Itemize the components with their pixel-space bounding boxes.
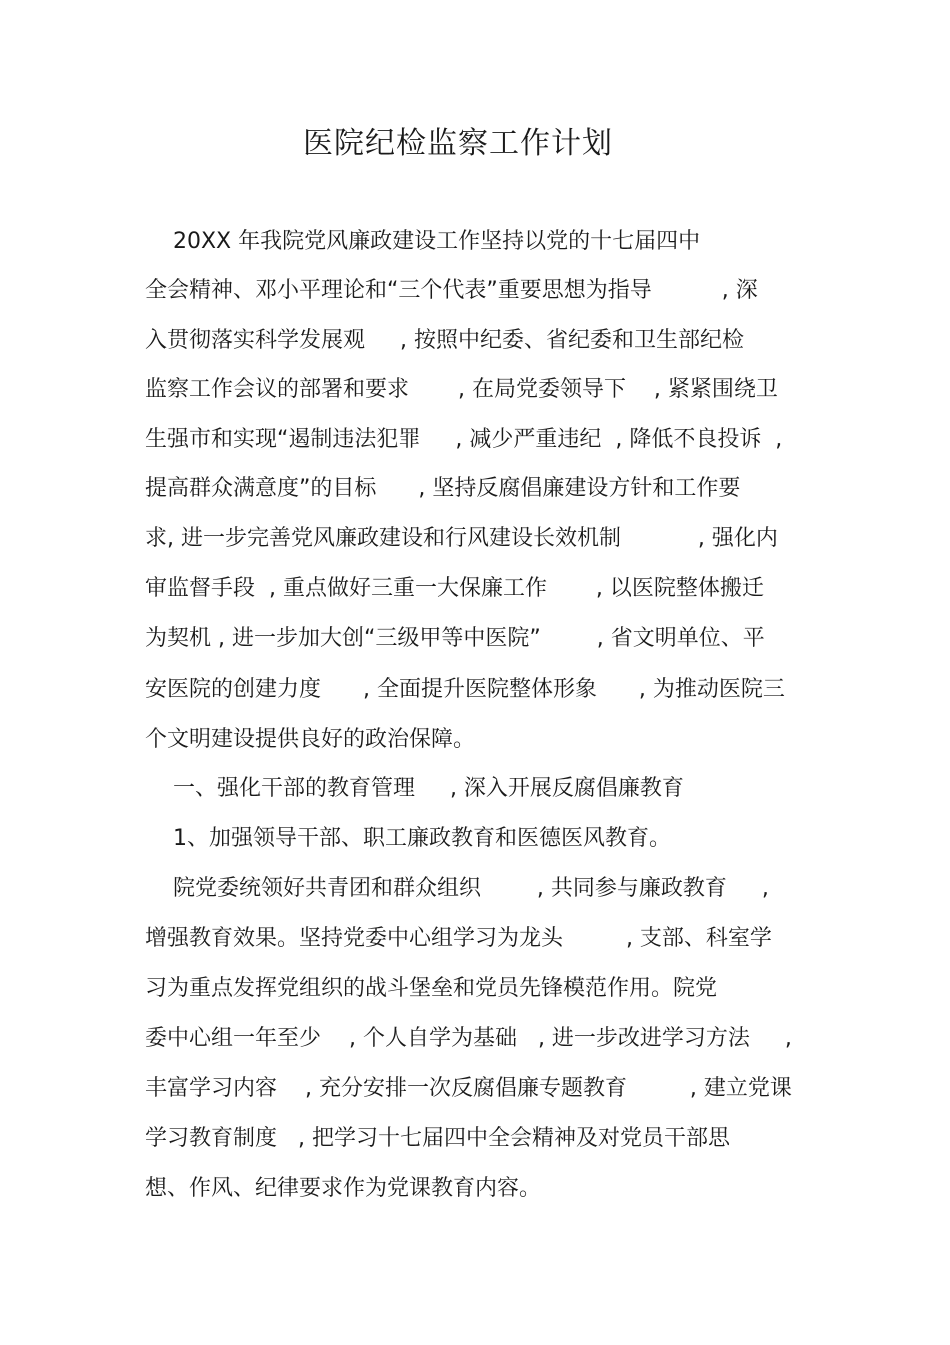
- body-line: 个文明建设提供良好的政治保障。: [145, 727, 476, 752]
- body-line: 全会精神、邓小平理论和“三个代表”重要思想为指导 , 深: [145, 278, 758, 303]
- body-line: 增强教育效果。坚持党委中心组学习为龙头 , 支部、科室学: [145, 926, 772, 951]
- body-line: 安医院的创建力度 , 全面提升医院整体形象 , 为推动医院三: [145, 677, 785, 702]
- body-line: 委中心组一年至少 , 个人自学为基础 , 进一步改进学习方法 ,: [145, 1026, 792, 1051]
- body-line: 审监督手段 , 重点做好三重一大保廉工作 , 以医院整体搬迁: [145, 576, 764, 601]
- body-line: 学习教育制度 , 把学习十七届四中全会精神及对党员干部思: [145, 1126, 730, 1151]
- body-line: 20XX 年我院党风廉政建设工作坚持以党的十七届四中: [145, 229, 701, 254]
- body-line: 丰富学习内容 , 充分安排一次反腐倡廉专题教育 , 建立党课: [145, 1076, 792, 1101]
- body-line: 提高群众满意度”的目标 , 坚持反腐倡廉建设方针和工作要: [145, 476, 741, 501]
- body-line: 想、作风、纪律要求作为党课教育内容。: [145, 1176, 542, 1201]
- document-title: 医院纪检监察工作计划: [303, 126, 613, 161]
- body-line: 入贯彻落实科学发展观 , 按照中纪委、省纪委和卫生部纪检: [145, 328, 744, 353]
- body-line: 院党委统领好共青团和群众组织 , 共同参与廉政教育 ,: [145, 876, 769, 901]
- body-line: 为契机 , 进一步加大创“三级甲等中医院” , 省文明单位、平: [145, 626, 765, 651]
- body-line: 生强市和实现“遏制违法犯罪 , 减少严重违纪 , 降低不良投诉 ,: [145, 427, 783, 452]
- subsection-heading: 1、加强领导干部、职工廉政教育和医德医风教育。: [145, 826, 671, 851]
- body-line: 求, 进一步完善党风廉政建设和行风建设长效机制 , 强化内: [145, 526, 778, 551]
- body-line: 习为重点发挥党组织的战斗堡垒和党员先锋模范作用。院党: [145, 976, 718, 1001]
- body-line: 监察工作会议的部署和要求 , 在局党委领导下 , 紧紧围绕卫: [145, 377, 778, 402]
- section-heading: 一、强化干部的教育管理 , 深入开展反腐倡廉教育: [145, 776, 684, 801]
